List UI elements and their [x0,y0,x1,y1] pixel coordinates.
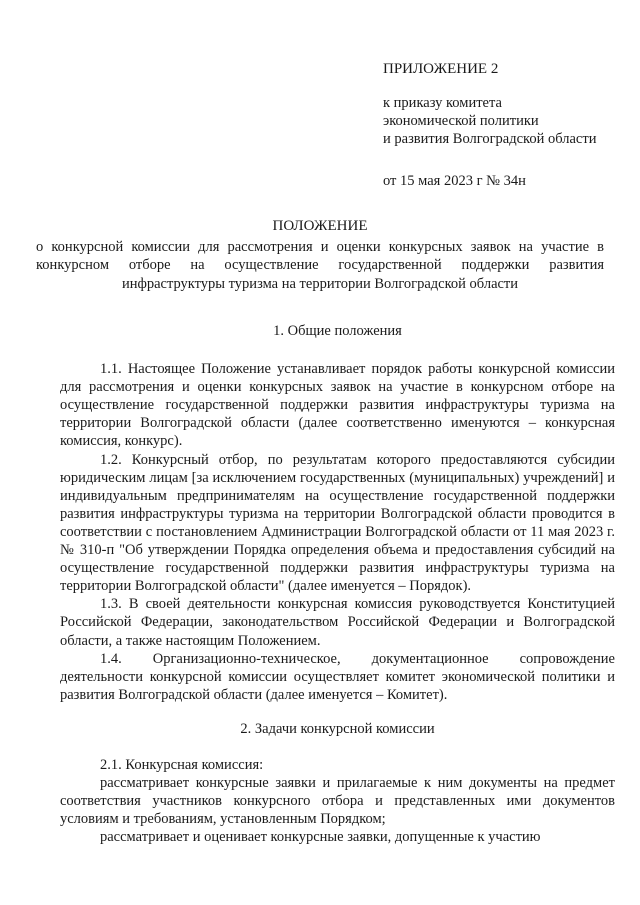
document-subtitle: о конкурсной комиссии для рассмотрения и оценки конкурсных заявок на участие в конкурсном отборе на осуществление государственной поддержки развития инфраструктуры туризма на территории Волгоградской области [36,238,604,292]
paragraph-2-1-item: рассматривает конкурсные заявки и прилагаемые к ним документы на предмет соответствия участников конкурсного отбора и представленных ими документов условиям и требованиям, установленным Порядком; [60,775,615,828]
paragraph-1-3: 1.3. В своей деятельности конкурсная комиссия руководствуется Конституцией Российской Федерации, законодательством Российской Федерации и Волгоградской области, а также настоящим Положением. [60,596,615,649]
scan-edge-divider [0,897,640,898]
document-body [60,322,615,846]
section-2-title: 2. Задачи конкурсной комиссии [240,720,435,737]
document-title-block [30,217,610,293]
approval-line: и развития Волгоградской области [383,131,597,147]
approval-line: экономической политики [383,113,539,129]
paragraph-1-4: 1.4. Организационно-техническое, документационное сопровождение деятельности конкурсной комиссии осуществляет комитет экономической политики и развития Волгоградской области (далее именуется – Комитет). [60,650,615,703]
section-1-title: 1. Общие положения [273,323,402,339]
paragraph-1-2: 1.2. Конкурсный отбор, по результатам которого предоставляются субсидии юридическим лицам [за исключением государственных (муниципальных) учреждений] и индивидуальным предпринимателям на осуществление государственной поддержки развития инфраструктуры туризма на территории Волгоградской области проводится в соответствии с постановлением Администрации Волгоградской области от 11 мая 2023 г. № 310-п "Об утверждении Порядка определения объема и предоставления субсидий на осуществление государственной поддержки развития инфраструктуры туризма на территории Волгоградской области" (далее именуется – Порядок). [60,451,615,595]
approval-date: от 15 мая 2023 г № 34н [383,173,526,189]
approval-block [383,60,623,190]
approval-line: к приказу комитета [383,95,502,111]
paragraph-2-1-item: рассматривает и оценивает конкурсные заявки, допущенные к участию [100,829,541,846]
document-title: ПОЛОЖЕНИЕ [272,218,368,234]
paragraph-2-1: 2.1. Конкурсная комиссия: [100,756,264,773]
paragraph-1-1: 1.1. Настоящее Положение устанавливает порядок работы конкурсной комиссии для рассмотрения и оценки конкурсных заявок на участие в конкурсном отборе на осуществление государственной поддержки развития инфраструктуры туризма на территории Волгоградской области (далее соответственно именуются – конкурсная комиссия, конкурс). [60,361,615,450]
appendix-title: ПРИЛОЖЕНИЕ 2 [383,61,499,77]
